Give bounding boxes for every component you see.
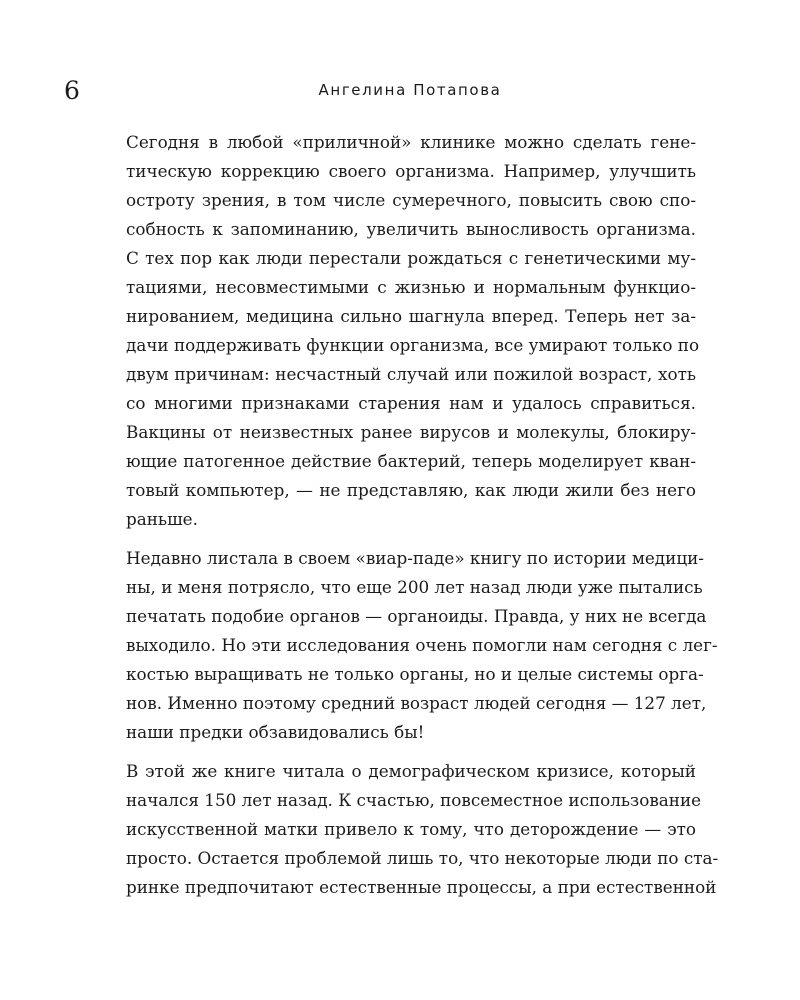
text-line: тическую коррекцию своего организма. Например, улучшить xyxy=(126,161,696,181)
paragraph-1 xyxy=(126,128,700,534)
text-line: Вакцины от неизвестных ранее вирусов и молекулы, блокиру- xyxy=(126,422,696,442)
text-line: тациями, несовместимыми с жизнью и нормальным функцио- xyxy=(126,277,696,297)
running-title: Ангелина Потапова xyxy=(318,81,502,99)
text-line: ющие патогенное действие бактерий, теперь моделирует кван- xyxy=(126,451,696,471)
page-number: 6 xyxy=(64,76,80,105)
text-line: со многими признаками старения нам и удалось справиться. xyxy=(126,393,696,413)
text-line: начался 150 лет назад. К счастью, повсеместное использование xyxy=(126,790,702,810)
text-line: собность к запоминанию, увеличить выносливость организма. xyxy=(126,219,696,239)
text-line: ны, и меня потрясло, что еще 200 лет назад люди уже пытались xyxy=(126,577,703,597)
text-line: наши предки обзавидовались бы! xyxy=(126,722,425,742)
paragraph-3 xyxy=(126,757,719,902)
text-line: костью выращивать не только органы, но и целые системы орга- xyxy=(126,664,704,684)
paragraph-2 xyxy=(126,544,718,747)
text-line: С тех пор как люди перестали рождаться с генетическими му- xyxy=(126,248,696,268)
text-line: выходило. Но эти исследования очень помогли нам сегодня с лег- xyxy=(126,635,718,655)
text-line: В этой же книге читала о демографическом кризисе, который xyxy=(126,761,696,781)
text-line: двум причинам: несчастный случай или пожилой возраст, хоть xyxy=(126,364,696,384)
text-line: печатать подобие органов — органоиды. Правда, у них не всегда xyxy=(126,606,707,626)
text-line: раньше. xyxy=(126,509,198,529)
text-line: ринке предпочитают естественные процессы, а при естественной xyxy=(126,877,717,897)
text-line: дачи поддерживать функции организма, все умирают только по xyxy=(126,335,700,355)
text-line: искусственной матки привело к тому, что деторождение — это xyxy=(126,819,696,839)
text-line: Недавно листала в своем «виар-паде» книгу по истории медици- xyxy=(126,548,704,568)
text-line: остроту зрения, в том числе сумеречного, повысить свою спо- xyxy=(126,190,696,210)
text-line: Сегодня в любой «приличной» клинике можно сделать гене- xyxy=(126,132,696,152)
text-line: нированием, медицина сильно шагнула вперед. Теперь нет за- xyxy=(126,306,696,326)
text-line: товый компьютер, — не представляю, как люди жили без него xyxy=(126,480,696,500)
text-line: нов. Именно поэтому средний возраст людей сегодня — 127 лет, xyxy=(126,693,707,713)
body-text xyxy=(126,128,719,912)
text-line: просто. Остается проблемой лишь то, что некоторые люди по ста- xyxy=(126,848,719,868)
